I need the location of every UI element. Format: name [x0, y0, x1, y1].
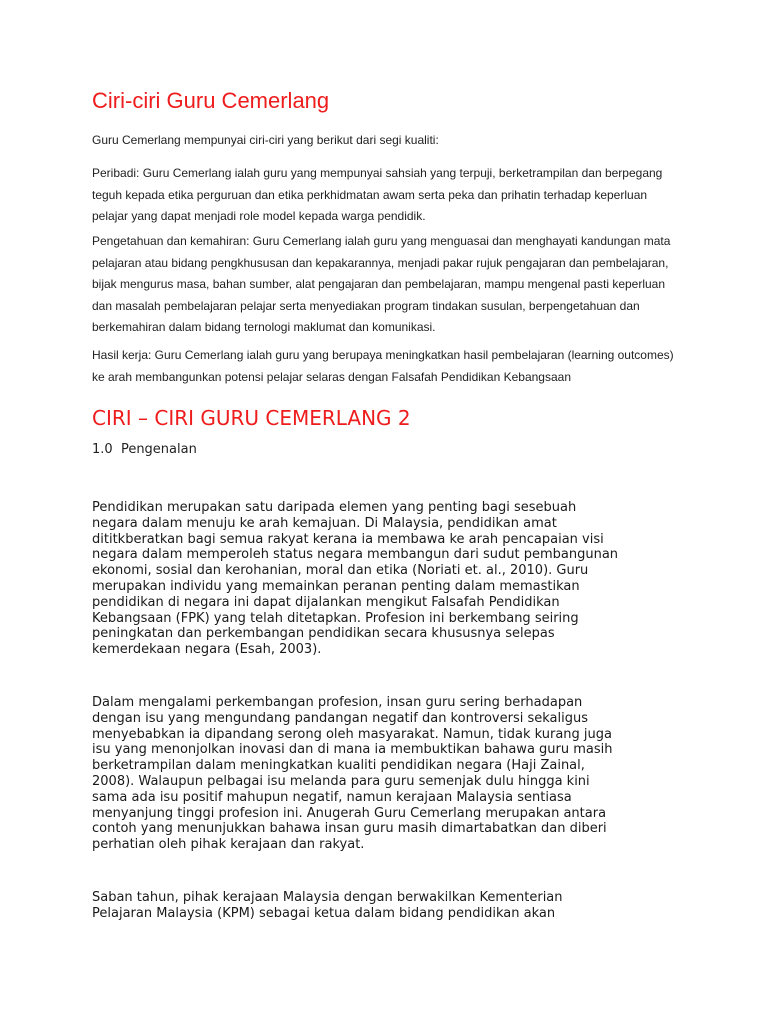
- section-pengenalan: 1.0 Pengenalan: [92, 442, 197, 457]
- peribadi-paragraph: Peribadi: Guru Cemerlang ialah guru yang mempunyai sahsiah yang terpuji, berketrampilan dan berpegang teguh kepada etika perguruan dan etika perkhidmatan awam serta peka dan prihatin terhadap keperluan pelajar yang dapat menjadi role model kepada warga pendidik.: [92, 166, 663, 223]
- heading-ciri-ciri-guru-cemerlang-2: CIRI – CIRI GURU CEMERLANG 2: [92, 406, 411, 430]
- paragraph-perkembangan-profesion: Dalam mengalami perkembangan profesion, insan guru sering berhadapan dengan isu yang mengundang pandangan negatif dan kontroversi sekaligus menyebabkan ia dipandang serong oleh masyarakat. Namun, tidak kurang juga isu yang menonjolkan inovasi dan di mana ia membuktikan bahawa guru masih berketrampilan dalam meningkatkan kualiti pendidikan negara (Haji Zainal, 2008). Walaupun pelbagai isu melanda para guru semenjak dulu hingga kini sama ada isu positif mahupun negatif, namun kerajaan Malaysia sentiasa menyanjung tinggi profesion ini. Anugerah Guru Cemerlang merupakan antara contoh yang menunjukkan bahawa insan guru masih dimartabatkan dan diberi perhatian oleh pihak kerajaan dan rakyat.: [92, 695, 613, 853]
- heading-ciri-ciri-guru-cemerlang: Ciri-ciri Guru Cemerlang: [92, 88, 330, 113]
- paragraph-pendidikan: Pendidikan merupakan satu daripada elemen yang penting bagi sesebuah negara dalam menuju ke arah kemajuan. Di Malaysia, pendidikan amat dititkberatkan bagi semua rakyat kerana ia membawa ke arah pencapaian visi negara dalam memperoleh status negara membangun dari sudut pembangunan ekonomi, sosial dan kerohanian, moral dan etika (Noriati et. al., 2010). Guru merupakan individu yang memainkan peranan penting dalam memastikan pendidikan di negara ini dapat dijalankan mengikut Falsafah Pendidikan Kebangsaan (FPK) yang telah ditetapkan. Profesion ini berkembang seiring peningkatan dan perkembangan pendidikan secara khususnya selepas kemerdekaan negara (Esah, 2003).: [92, 500, 619, 658]
- intro-paragraph: Guru Cemerlang mempunyai ciri-ciri yang berikut dari segi kualiti:: [92, 133, 439, 147]
- pengetahuan-paragraph: Pengetahuan dan kemahiran: Guru Cemerlang ialah guru yang menguasai dan menghayati kandungan mata pelajaran atau bidang pengkhususan dan kepakarannya, menjadi pakar rujuk pengajaran dan pembelajaran, bijak mengurus masa, bahan sumber, alat pengajaran dan pembelajaran, mampu mengenal pasti keperluan dan masalah pembelajaran pelajar serta menyediakan program tindakan susulan, berpengetahuan dan berkemahiran dalam bidang ternologi maklumat dan komunikasi.: [92, 234, 671, 334]
- paragraph-saban-tahun: Saban tahun, pihak kerajaan Malaysia dengan berwakilkan Kementerian Pelajaran Malaysia (KPM) sebagai ketua dalam bidang pendidikan akan: [92, 890, 563, 921]
- hasil-kerja-paragraph: Hasil kerja: Guru Cemerlang ialah guru yang berupaya meningkatkan hasil pembelajaran (learning outcomes) ke arah membangunkan potensi pelajar selaras dengan Falsafah Pendidikan Kebangsaan: [92, 348, 674, 384]
